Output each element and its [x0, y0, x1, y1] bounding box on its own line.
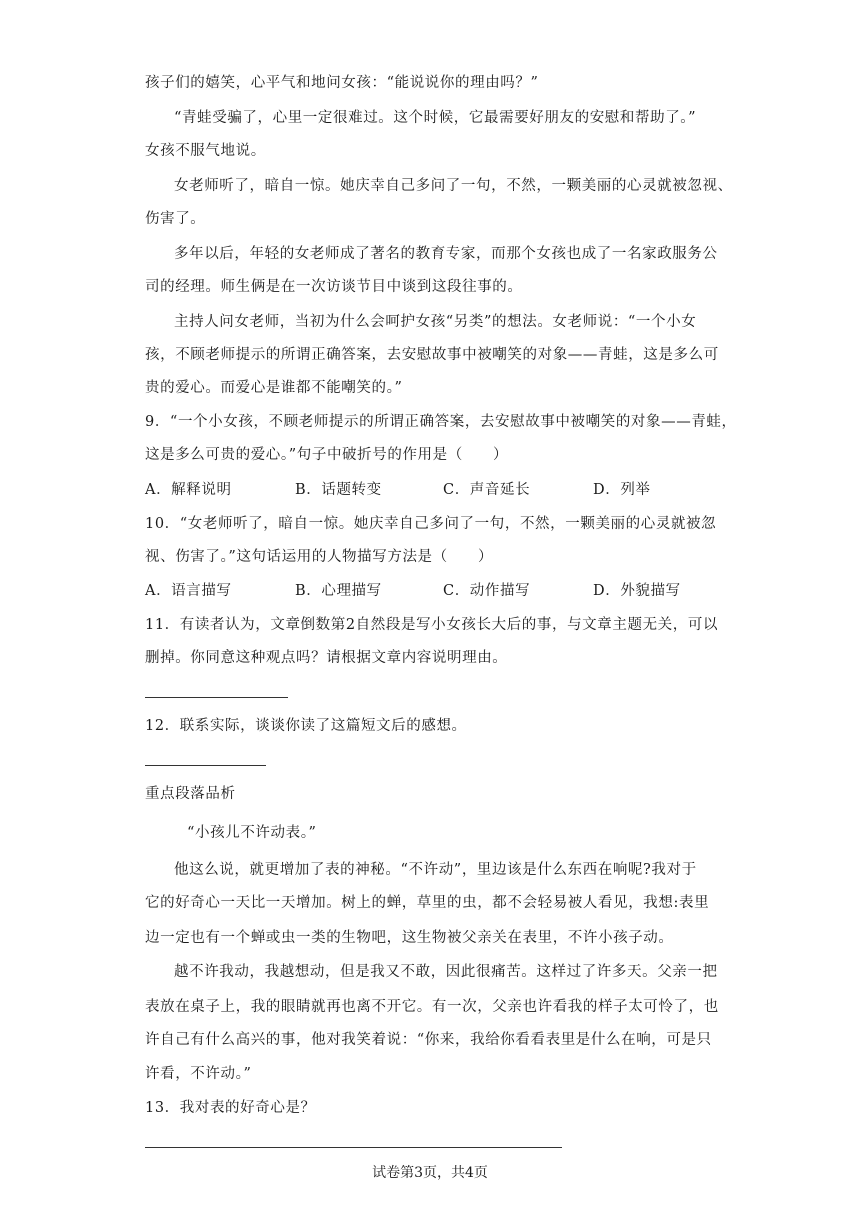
q9-option-b: B．话题转变 [295, 482, 382, 498]
question-12-text: 12．联系实际，谈谈你读了这篇短文后的感想。 [145, 718, 467, 734]
q10-option-a: A．语言描写 [145, 583, 232, 599]
passage-line: 多年以后，年轻的女老师成了著名的教育专家，而那个女孩也成了一名家政服务公 [174, 246, 718, 262]
passage-line: “青蛙受骗了，心里一定很难过。这个时候，它最需要好朋友的安慰和帮助了。” [174, 110, 697, 126]
q10-option-b: B．心理描写 [295, 583, 382, 599]
question-11-text: 删掉。你同意这种观点吗？请根据文章内容说明理由。 [145, 650, 508, 666]
passage-line: 许自己有什么高兴的事，他对我笑着说：“你来，我给你看看表里是什么在响，可是只 [145, 1032, 712, 1048]
passage-line: 孩子们的嬉笑，心平气和地问女孩：“能说说你的理由吗？” [145, 75, 539, 91]
question-9-text: 9．“一个小女孩，不顾老师提示的所谓正确答案，去安慰故事中被嘲笑的对象——青蛙， [145, 414, 737, 430]
passage-line: 许看，不许动。” [145, 1066, 252, 1082]
passage-line: 边一定也有一个蝉或虫一类的生物吧，这生物被父亲关在表里，不许小孩子动。 [145, 930, 674, 946]
passage-line: 主持人问女老师，当初为什么会呵护女孩“另类”的想法。女老师说：“一个小女 [174, 314, 697, 330]
question-13-text: 13．我对表的好奇心是？ [145, 1100, 316, 1116]
q9-option-a: A．解释说明 [145, 482, 232, 498]
question-10-text: 视、伤害了。”这句话运用的人物描写方法是（ ） [145, 549, 494, 565]
passage-line: 女老师听了，暗自一惊。她庆幸自己多问了一句，不然，一颗美丽的心灵就被忽视、 [174, 178, 733, 194]
passage-line: 孩，不顾老师提示的所谓正确答案，去安慰故事中被嘲笑的对象——青蛙，这是多么可 [145, 347, 719, 363]
page-footer: 试卷第3页，共4页 [372, 1165, 488, 1181]
answer-blank[interactable] [145, 1147, 562, 1148]
q9-option-c: C．声音延长 [443, 482, 531, 498]
passage-line: 它的好奇心一天比一天增加。树上的蝉，草里的虫，都不会轻易被人看见，我想:表里 [145, 895, 710, 911]
passage-line: 司的经理。师生俩是在一次访谈节目中谈到这段往事的。 [145, 279, 523, 295]
question-9-text: 这是多么可贵的爱心。”句子中破折号的作用是（ ） [145, 447, 509, 463]
section-title: 重点段落品析 [145, 786, 236, 802]
q10-option-d: D．外貌描写 [593, 583, 681, 599]
passage-line: 伤害了。 [145, 211, 206, 227]
question-10-text: 10．“女老师听了，暗自一惊。她庆幸自己多问了一句，不然，一颗美丽的心灵就被忽 [145, 516, 717, 532]
question-11-text: 11．有读者认为，文章倒数第2自然段是写小女孩长大后的事，与文章主题无关，可以 [145, 617, 719, 633]
passage-line: 贵的爱心。而爱心是谁都不能嘲笑的。” [145, 380, 403, 396]
q9-option-d: D．列举 [593, 482, 651, 498]
passage-line: 越不许我动，我越想动，但是我又不敢，因此很痛苦。这样过了许多天。父亲一把 [174, 964, 718, 980]
q10-option-c: C．动作描写 [443, 583, 531, 599]
passage-line: 女孩不服气地说。 [145, 143, 266, 159]
passage-line: 他这么说，就更增加了表的神秘。“不许动”，里边该是什么东西在响呢?我对于 [174, 862, 697, 878]
answer-blank[interactable] [145, 765, 266, 766]
answer-blank[interactable] [145, 697, 288, 698]
passage-line: “小孩儿不许动表。” [187, 825, 317, 841]
passage-line: 表放在桌子上，我的眼睛就再也离不开它。有一次，父亲也许看我的样子太可怜了，也 [145, 999, 719, 1015]
